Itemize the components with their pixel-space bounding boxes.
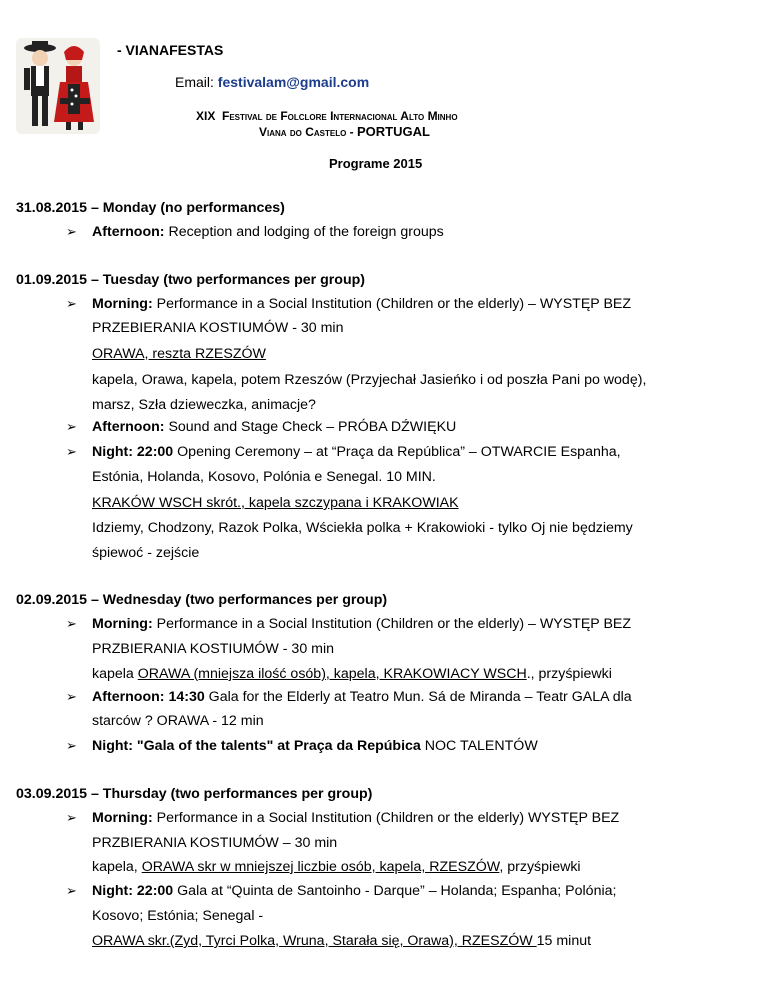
- afternoon-label: Afternoon:: [92, 419, 165, 435]
- festival-title: [196, 109, 458, 123]
- list-item: [92, 223, 444, 241]
- item-line: marsz, Szła dzieweczka, animacje?: [92, 397, 316, 413]
- email-link[interactable]: festivalam@gmail.com: [217, 74, 370, 90]
- item-line: śpiewoć - zejście: [92, 545, 200, 561]
- morning-label: Morning:: [92, 616, 153, 632]
- item-text: Gala for the Elderly at Teatro Mun. Sá de Miranda – Teatr GALA dla: [204, 689, 632, 705]
- location-country: PORTUGAL: [357, 124, 430, 139]
- list-item: [92, 418, 456, 436]
- list-item: [92, 809, 619, 827]
- item-text: Opening Ceremony – at “Praça da República” – OTWARCIE Espanha,: [173, 444, 621, 460]
- day-title: 01.09.2015 – Tuesday (two performances per group): [16, 272, 366, 288]
- item-line: Kosovo; Estónia; Senegal -: [92, 908, 264, 924]
- afternoon-label: Afternoon:: [92, 224, 165, 240]
- location-city: Viana do Castelo: [259, 125, 347, 139]
- folk-dancers-logo: [16, 38, 100, 134]
- list-item: [92, 615, 631, 633]
- night-label: Night: 22:00: [92, 883, 174, 899]
- morning-label: Morning:: [92, 810, 153, 826]
- festival-name: Festival de Folclore Internacional Alto Minho: [222, 109, 458, 123]
- item-line: PRZEBIERANIA KOSTIUMÓW - 30 min: [92, 320, 344, 336]
- item-line: [92, 858, 581, 876]
- item-text: kapela: [92, 666, 138, 682]
- item-line: PRZBIERANIA KOSTIUMÓW - 30 min: [92, 641, 335, 657]
- day-title: 03.09.2015 – Thursday (two performances per group): [16, 786, 373, 802]
- item-line: ORAWA, reszta RZESZÓW: [92, 346, 266, 362]
- bullet-icon: ➢: [66, 616, 77, 631]
- item-text: Gala at “Quinta de Santoinho - Darque” – Holanda; Espanha; Polónia;: [173, 883, 617, 899]
- item-line: kapela, Orawa, kapela, potem Rzeszów (Przyjechał Jasieńko i od poszła Pani po wodę),: [92, 372, 647, 388]
- night-label: Night: "Gala of the talents" at Praça da Repúbica: [92, 738, 421, 754]
- day-title: 02.09.2015 – Wednesday (two performances per group): [16, 592, 388, 608]
- item-line: Estónia, Holanda, Kosovo, Polónia e Senegal. 10 MIN.: [92, 469, 436, 485]
- underlined-text: ORAWA (mniejsza ilość osób), kapela, KRAKOWIACY WSCH: [137, 666, 527, 682]
- item-text: kapela,: [92, 859, 142, 875]
- item-line: Idziemy, Chodzony, Razok Polka, Wściekła polka + Krakowioki - tylko Oj nie będziemy: [92, 520, 633, 536]
- location-separator: -: [346, 125, 358, 139]
- list-item: [92, 737, 538, 755]
- list-item: [92, 882, 616, 900]
- list-item: [92, 688, 632, 706]
- bullet-icon: ➢: [66, 296, 77, 311]
- item-text: Performance in a Social Institution (Children or the elderly) – WYSTĘP BEZ: [152, 296, 632, 312]
- item-line: starców ? ORAWA - 12 min: [92, 713, 264, 729]
- item-line: [92, 932, 591, 950]
- bullet-icon: ➢: [66, 224, 77, 239]
- underlined-text: ORAWA skr w mniejszej liczbie osób, kapela, RZESZÓW: [141, 859, 500, 875]
- item-text: NOC TALENTÓW: [420, 738, 538, 754]
- item-text: Performance in a Social Institution (Children or the elderly) – WYSTĘP BEZ: [152, 616, 632, 632]
- bullet-icon: ➢: [66, 810, 77, 825]
- bullet-icon: ➢: [66, 419, 77, 434]
- email-label: Email:: [175, 74, 218, 90]
- email-line: [175, 74, 369, 90]
- list-item: [92, 295, 631, 313]
- programme-title: Programe 2015: [329, 156, 423, 171]
- item-text: Reception and lodging of the foreign groups: [164, 224, 444, 240]
- item-text: Performance in a Social Institution (Children or the elderly) WYSTĘP BEZ: [152, 810, 620, 826]
- list-item: [92, 443, 621, 461]
- night-label: Night: 22:00: [92, 444, 174, 460]
- item-line: PRZBIERANIA KOSTIUMÓW – 30 min: [92, 835, 338, 851]
- festival-roman: XIX: [196, 109, 216, 123]
- festival-location: [259, 124, 430, 139]
- item-line: [92, 665, 612, 683]
- item-text: , przyśpiewki: [499, 859, 581, 875]
- bullet-icon: ➢: [66, 689, 77, 704]
- afternoon-label: Afternoon: 14:30: [92, 689, 205, 705]
- morning-label: Morning:: [92, 296, 153, 312]
- item-text: Sound and Stage Check – PRÓBA DŹWIĘKU: [164, 419, 457, 435]
- bullet-icon: ➢: [66, 883, 77, 898]
- item-text: 15 minut: [536, 933, 592, 949]
- underlined-text: ORAWA skr.(Zyd, Tyrci Polka, Wruna, Starała się, Orawa), RZESZÓW: [92, 933, 537, 949]
- day-title: 31.08.2015 – Monday (no performances): [16, 200, 285, 216]
- bullet-icon: ➢: [66, 738, 77, 753]
- item-text: ., przyśpiewki: [526, 666, 612, 682]
- bullet-icon: ➢: [66, 444, 77, 459]
- item-line: KRAKÓW WSCH skrót., kapela szczypana i KRAKOWIAK: [92, 495, 459, 511]
- org-name: - VIANAFESTAS: [117, 42, 224, 58]
